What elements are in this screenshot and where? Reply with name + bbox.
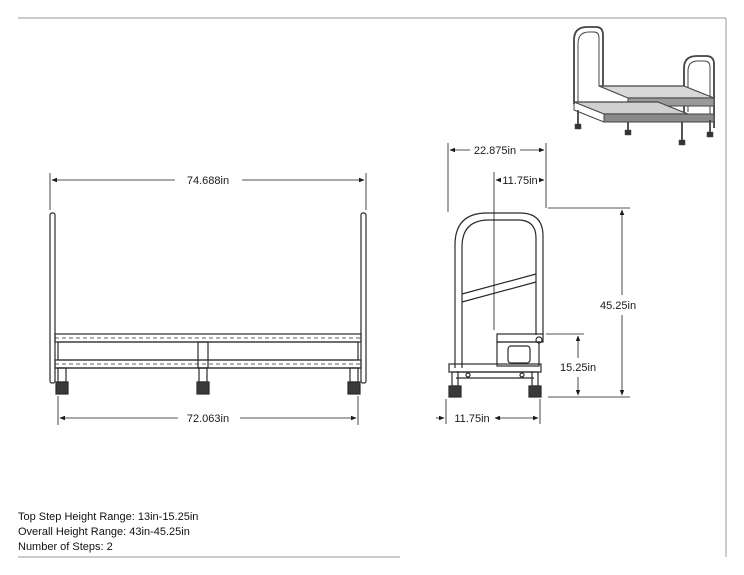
foot-center [197, 382, 209, 394]
leg-center [199, 368, 207, 382]
leg-right [350, 368, 358, 382]
spec-number-of-steps: Number of Steps: 2 [18, 541, 113, 553]
iso-top-step [599, 86, 714, 98]
side-leg-back [532, 372, 538, 386]
foot-left [56, 382, 68, 394]
bolt-right [520, 373, 524, 377]
rail-brace-upper [462, 274, 536, 294]
handrail-outer [455, 213, 543, 368]
side-view [449, 213, 543, 397]
side-leg-front [452, 372, 458, 386]
dim-side-overall-depth: 22.875in [473, 145, 517, 157]
spec-overall-height-range: Overall Height Range: 43in-45.25in [18, 526, 190, 538]
dim-side-bottom-step-depth: 11.75in [454, 413, 490, 425]
leg-left [58, 368, 66, 382]
dim-overall-height: 45.25in [600, 300, 637, 312]
dim-side-top-step-depth: 11.75in [502, 175, 538, 187]
dim-front-top-width: 74.688in [186, 175, 230, 187]
front-view [50, 213, 366, 394]
bottom-step-profile [449, 364, 541, 372]
dim-top-step-height: 15.25in [560, 362, 597, 374]
side-foot-front [449, 386, 461, 397]
foot-right [348, 382, 360, 394]
rail-brace-lower [462, 282, 536, 302]
spec-list [18, 510, 198, 555]
left-post [50, 213, 55, 383]
sheet-border [18, 18, 726, 557]
top-step-cutout [508, 346, 530, 363]
spec-top-step-height-range: Top Step Height Range: 13in-15.25in [18, 511, 199, 523]
dim-front-base-width: 72.063in [186, 413, 230, 425]
right-post [361, 213, 366, 383]
side-foot-back [529, 386, 541, 397]
bolt-left [466, 373, 470, 377]
isometric-view [574, 27, 714, 145]
